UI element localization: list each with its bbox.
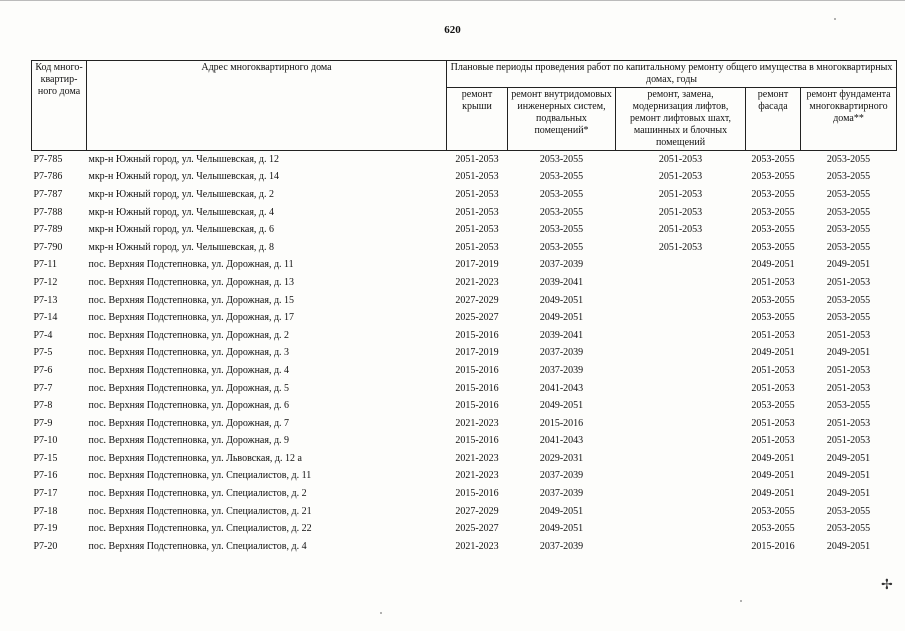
cell-address: пос. Верхняя Подстепновка, ул. Дорожная, д. 9: [88, 435, 290, 447]
cell-facade: 2051-2053: [751, 364, 795, 376]
cell-address: пос. Верхняя Подстепновка, ул. Специалистов, д. 21: [88, 505, 312, 517]
cell-code: Р7-8: [33, 400, 53, 412]
cell-foundation: 2051-2053: [826, 364, 871, 376]
header-lifts: ремонт, замена, модернизация лифтов, ремонт лифтовых шахт, машинных и блочных помещений: [616, 88, 746, 151]
cell-code: Р7-4: [33, 329, 53, 341]
header-systems: ремонт внутридомовых инженерных систем, подвальных помещений*: [508, 88, 616, 151]
scan-speck: [380, 612, 382, 614]
cell-foundation: 2053-2055: [826, 206, 871, 218]
cell-address: пос. Верхняя Подстепновка, ул. Дорожная, д. 3: [88, 347, 290, 359]
cell-facade: 2049-2051: [751, 452, 795, 464]
cell-facade: 2049-2051: [751, 488, 795, 500]
cell-foundation: 2051-2053: [826, 276, 871, 288]
cell-address: пос. Верхняя Подстепновка, ул. Львовская, д. 12 а: [88, 452, 302, 464]
table-row: [32, 292, 897, 310]
table-row: [32, 345, 897, 363]
cell-address: мкр-н Южный город, ул. Челышевская, д. 6: [88, 224, 275, 236]
cell-roof: 2015-2016: [455, 364, 499, 376]
cell-foundation: 2051-2053: [826, 329, 871, 341]
scan-speck: [740, 600, 742, 602]
table-row: [32, 485, 897, 503]
table-body: [32, 151, 897, 556]
cell-address: пос. Верхняя Подстепновка, ул. Дорожная, д. 6: [88, 400, 290, 412]
cell-facade: 2015-2016: [751, 540, 795, 552]
cell-roof: 2017-2019: [455, 259, 499, 271]
cell-facade: 2049-2051: [751, 470, 795, 482]
cell-address: пос. Верхняя Подстепновка, ул. Дорожная, д. 5: [88, 382, 290, 394]
cell-systems: 2049-2051: [539, 505, 584, 517]
cell-systems: 2053-2055: [539, 171, 584, 183]
table-row: [32, 397, 897, 415]
table-row: [32, 169, 897, 187]
cell-code: Р7-20: [33, 540, 58, 552]
cell-facade: 2053-2055: [751, 294, 795, 306]
cell-lifts: [616, 468, 746, 486]
cell-systems: 2053-2055: [539, 241, 584, 253]
cell-address: пос. Верхняя Подстепновка, ул. Дорожная, д. 2: [88, 329, 290, 341]
cell-code: Р7-18: [33, 505, 58, 517]
cell-lifts: [616, 327, 746, 345]
cell-systems: 2015-2016: [539, 417, 584, 429]
cell-foundation: 2051-2053: [826, 417, 871, 429]
header-facade: ремонт фасада: [746, 88, 801, 151]
cell-facade: 2051-2053: [751, 435, 795, 447]
scan-speck: [834, 18, 836, 20]
cell-roof: 2051-2053: [455, 224, 499, 236]
cell-code: Р7-16: [33, 470, 58, 482]
cell-systems: 2053-2055: [539, 153, 584, 165]
cell-facade: 2051-2053: [751, 329, 795, 341]
cell-address: пос. Верхняя Подстепновка, ул. Дорожная, д. 7: [88, 417, 290, 429]
cell-roof: 2021-2023: [455, 452, 499, 464]
table-row: [32, 468, 897, 486]
cell-code: Р7-15: [33, 452, 58, 464]
cell-roof: 2051-2053: [455, 153, 499, 165]
cell-facade: 2049-2051: [751, 259, 795, 271]
cell-roof: 2015-2016: [455, 329, 499, 341]
cell-systems: 2037-2039: [539, 259, 584, 271]
cell-code: Р7-785: [33, 153, 63, 165]
cell-address: мкр-н Южный город, ул. Челышевская, д. 4: [88, 206, 275, 218]
cell-code: Р7-788: [33, 206, 63, 218]
cell-lifts: 2051-2053: [658, 153, 703, 165]
cell-systems: 2039-2041: [539, 329, 584, 341]
header-roof: ремонт крыши: [447, 88, 508, 151]
cell-roof: 2017-2019: [455, 347, 499, 359]
cell-systems: 2037-2039: [539, 540, 584, 552]
cell-foundation: 2053-2055: [826, 505, 871, 517]
table-row: [32, 327, 897, 345]
cell-lifts: 2051-2053: [658, 188, 703, 200]
cell-facade: 2053-2055: [751, 188, 795, 200]
cell-facade: 2051-2053: [751, 417, 795, 429]
cell-systems: 2029-2031: [539, 452, 584, 464]
cell-roof: 2051-2053: [455, 206, 499, 218]
cell-code: Р7-17: [33, 488, 58, 500]
scan-mark-icon: ✢: [881, 578, 893, 593]
table-row: [32, 503, 897, 521]
cell-code: Р7-10: [33, 435, 58, 447]
cell-facade: 2053-2055: [751, 312, 795, 324]
cell-foundation: 2053-2055: [826, 400, 871, 412]
table-row: [32, 309, 897, 327]
cell-code: Р7-6: [33, 364, 53, 376]
cell-code: Р7-786: [33, 171, 63, 183]
cell-code: Р7-14: [33, 312, 58, 324]
cell-roof: 2051-2053: [455, 241, 499, 253]
cell-facade: 2053-2055: [751, 206, 795, 218]
cell-lifts: [616, 415, 746, 433]
cell-lifts: [616, 485, 746, 503]
page-number: 620: [444, 24, 461, 36]
cell-foundation: 2053-2055: [826, 523, 871, 535]
cell-address: пос. Верхняя Подстепновка, ул. Дорожная, д. 4: [88, 364, 290, 376]
cell-roof: 2021-2023: [455, 470, 499, 482]
cell-systems: 2049-2051: [539, 294, 584, 306]
cell-systems: 2041-2043: [539, 382, 584, 394]
cell-code: Р7-11: [33, 259, 58, 271]
cell-address: пос. Верхняя Подстепновка, ул. Дорожная, д. 15: [88, 294, 295, 306]
header-foundation: ремонт фундамента многоквартирного дома**: [801, 88, 897, 151]
cell-systems: 2037-2039: [539, 364, 584, 376]
cell-facade: 2053-2055: [751, 523, 795, 535]
table-row: [32, 415, 897, 433]
cell-address: мкр-н Южный город, ул. Челышевская, д. 8: [88, 241, 275, 253]
cell-code: Р7-9: [33, 417, 53, 429]
cell-lifts: [616, 433, 746, 451]
cell-roof: 2051-2053: [455, 188, 499, 200]
cell-foundation: 2053-2055: [826, 153, 871, 165]
cell-facade: 2051-2053: [751, 382, 795, 394]
cell-address: пос. Верхняя Подстепновка, ул. Специалистов, д. 2: [88, 488, 307, 500]
cell-foundation: 2051-2053: [826, 435, 871, 447]
cell-systems: 2049-2051: [539, 523, 584, 535]
cell-facade: 2053-2055: [751, 224, 795, 236]
cell-address: пос. Верхняя Подстепновка, ул. Специалистов, д. 11: [88, 470, 312, 482]
cell-roof: 2015-2016: [455, 435, 499, 447]
cell-lifts: [616, 520, 746, 538]
cell-facade: 2053-2055: [751, 505, 795, 517]
cell-roof: 2021-2023: [455, 417, 499, 429]
cell-foundation: 2053-2055: [826, 171, 871, 183]
cell-roof: 2015-2016: [455, 400, 499, 412]
table-row: [32, 239, 897, 257]
cell-systems: 2039-2041: [539, 276, 584, 288]
cell-facade: 2051-2053: [751, 276, 795, 288]
cell-systems: 2049-2051: [539, 400, 584, 412]
cell-address: мкр-н Южный город, ул. Челышевская, д. 14: [88, 171, 280, 183]
cell-lifts: [616, 503, 746, 521]
cell-roof: 2027-2029: [455, 294, 499, 306]
cell-foundation: 2053-2055: [826, 294, 871, 306]
cell-systems: 2053-2055: [539, 206, 584, 218]
cell-code: Р7-789: [33, 224, 63, 236]
table-row: [32, 450, 897, 468]
cell-lifts: [616, 362, 746, 380]
cell-facade: 2053-2055: [751, 171, 795, 183]
cell-foundation: 2049-2051: [826, 470, 871, 482]
cell-foundation: 2049-2051: [826, 347, 871, 359]
table-row: [32, 274, 897, 292]
cell-address: мкр-н Южный город, ул. Челышевская, д. 12: [88, 153, 280, 165]
cell-foundation: 2053-2055: [826, 241, 871, 253]
cell-lifts: 2051-2053: [658, 206, 703, 218]
page-top-edge: [0, 0, 905, 1]
table-row: [32, 186, 897, 204]
cell-lifts: [616, 450, 746, 468]
cell-foundation: 2049-2051: [826, 540, 871, 552]
cell-foundation: 2053-2055: [826, 224, 871, 236]
cell-foundation: 2049-2051: [826, 488, 871, 500]
cell-lifts: [616, 345, 746, 363]
cell-code: Р7-790: [33, 241, 63, 253]
cell-facade: 2049-2051: [751, 347, 795, 359]
cell-roof: 2021-2023: [455, 540, 499, 552]
cell-code: Р7-5: [33, 347, 53, 359]
cell-code: Р7-19: [33, 523, 58, 535]
cell-foundation: 2051-2053: [826, 382, 871, 394]
cell-systems: 2053-2055: [539, 188, 584, 200]
cell-systems: 2037-2039: [539, 488, 584, 500]
table-row: [32, 204, 897, 222]
cell-foundation: 2053-2055: [826, 188, 871, 200]
table-row: [32, 433, 897, 451]
cell-lifts: [616, 380, 746, 398]
cell-code: Р7-13: [33, 294, 58, 306]
header-periods: Плановые периоды проведения работ по капитальному ремонту общего имущества в многоквартирных домах, годы: [447, 61, 897, 88]
cell-lifts: 2051-2053: [658, 171, 703, 183]
cell-address: пос. Верхняя Подстепновка, ул. Дорожная, д. 11: [88, 259, 294, 271]
cell-facade: 2053-2055: [751, 400, 795, 412]
cell-facade: 2053-2055: [751, 153, 795, 165]
cell-code: Р7-787: [33, 188, 63, 200]
cell-address: пос. Верхняя Подстепновка, ул. Специалистов, д. 22: [88, 523, 312, 535]
cell-roof: 2027-2029: [455, 505, 499, 517]
header-code: Код много-квартир-ного дома: [32, 61, 87, 151]
cell-lifts: [616, 309, 746, 327]
cell-lifts: 2051-2053: [658, 224, 703, 236]
header-address: Адрес многоквартирного дома: [87, 61, 447, 151]
cell-lifts: [616, 292, 746, 310]
cell-facade: 2053-2055: [751, 241, 795, 253]
cell-lifts: [616, 538, 746, 556]
cell-roof: 2025-2027: [455, 523, 499, 535]
cell-roof: 2021-2023: [455, 276, 499, 288]
cell-address: пос. Верхняя Подстепновка, ул. Дорожная, д. 17: [88, 312, 295, 324]
cell-roof: 2051-2053: [455, 171, 499, 183]
cell-systems: 2053-2055: [539, 224, 584, 236]
cell-roof: 2015-2016: [455, 382, 499, 394]
cell-address: пос. Верхняя Подстепновка, ул. Дорожная, д. 13: [88, 276, 295, 288]
table-row: [32, 362, 897, 380]
cell-foundation: 2053-2055: [826, 312, 871, 324]
cell-systems: 2037-2039: [539, 347, 584, 359]
cell-roof: 2015-2016: [455, 488, 499, 500]
table-row: [32, 520, 897, 538]
cell-lifts: [616, 397, 746, 415]
table-row: [32, 257, 897, 275]
cell-foundation: 2049-2051: [826, 259, 871, 271]
cell-address: мкр-н Южный город, ул. Челышевская, д. 2: [88, 188, 275, 200]
table-row: [32, 538, 897, 556]
table-row: [32, 380, 897, 398]
cell-systems: 2037-2039: [539, 470, 584, 482]
cell-systems: 2049-2051: [539, 312, 584, 324]
cell-systems: 2041-2043: [539, 435, 584, 447]
cell-roof: 2025-2027: [455, 312, 499, 324]
cell-lifts: 2051-2053: [658, 241, 703, 253]
table-row: [32, 221, 897, 239]
cell-foundation: 2049-2051: [826, 452, 871, 464]
cell-code: Р7-7: [33, 382, 53, 394]
cell-lifts: [616, 274, 746, 292]
table-row: [32, 151, 897, 169]
cell-address: пос. Верхняя Подстепновка, ул. Специалистов, д. 4: [88, 540, 307, 552]
cell-code: Р7-12: [33, 276, 58, 288]
cell-lifts: [616, 257, 746, 275]
repair-schedule-table: [31, 60, 897, 556]
